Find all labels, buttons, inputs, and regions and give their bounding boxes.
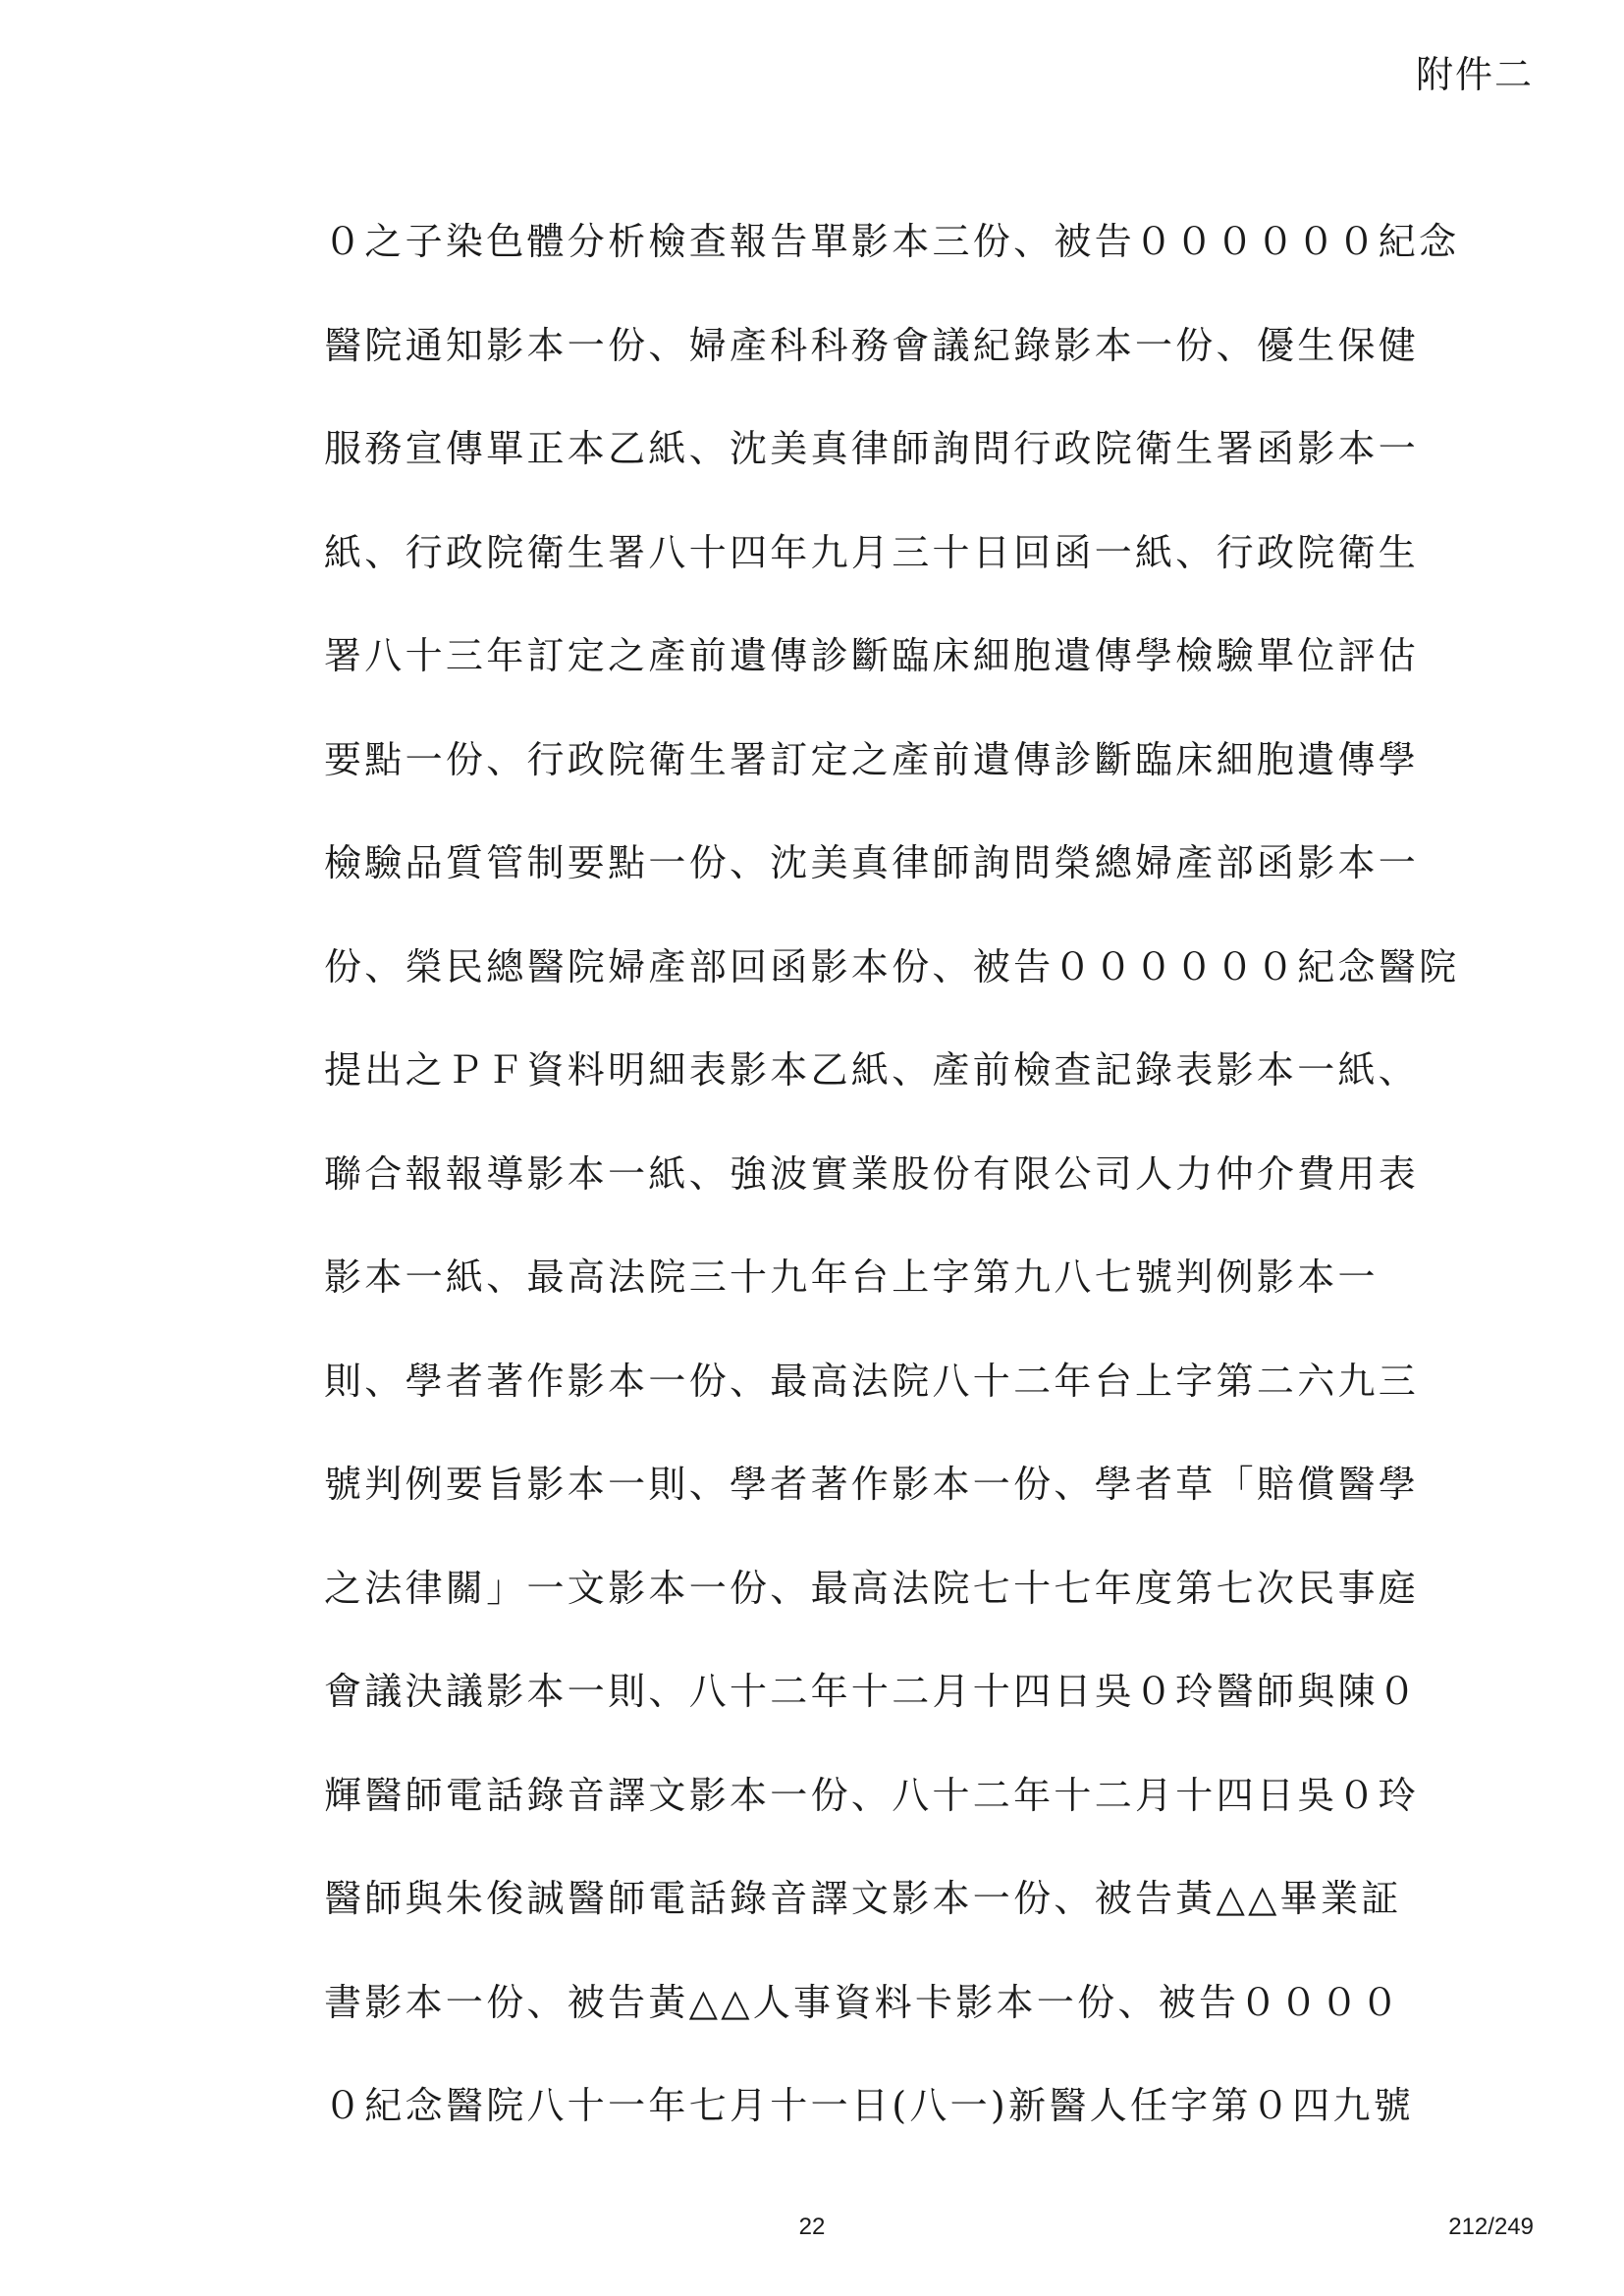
body-line: 會議決議影本一則、八十二年十二月十四日吳０玲醫師與陳０: [324, 1670, 1420, 1713]
body-line: 影本一紙、最高法院三十九年台上字第九八七號判例影本一: [324, 1255, 1379, 1299]
body-line: 要點一份、行政院衛生署訂定之產前遺傳診斷臨床細胞遺傳學: [324, 737, 1420, 781]
body-line: 醫師與朱俊誠醫師電話錄音譯文影本一份、被告黃△△畢業証: [324, 1877, 1402, 1920]
body-line: 份、榮民總醫院婦產部回函影本份、被告００００００紀念醫院: [324, 944, 1460, 988]
body-line: 輝醫師電話錄音譯文影本一份、八十二年十二月十四日吳０玲: [324, 1773, 1420, 1817]
body-line: 提出之ＰＦ資料明細表影本乙紙、產前檢查記錄表影本一紙、: [324, 1048, 1420, 1092]
body-line: 紙、行政院衛生署八十四年九月三十日回函一紙、行政院衛生: [324, 530, 1420, 574]
page-number: 22: [798, 2214, 826, 2240]
body-line: 署八十三年訂定之產前遺傳診斷臨床細胞遺傳學檢驗單位評估: [324, 634, 1420, 677]
body-line: 則、學者著作影本一份、最高法院八十二年台上字第二六九三: [324, 1359, 1420, 1403]
body-line: 號判例要旨影本一則、學者著作影本一份、學者草「賠償醫學: [324, 1463, 1420, 1506]
body-line: 醫院通知影本一份、婦產科科務會議紀錄影本一份、優生保健: [324, 323, 1420, 367]
body-line: 聯合報報導影本一紙、強波實業股份有限公司人力仲介費用表: [324, 1151, 1420, 1196]
body-line: 之法律關」一文影本一份、最高法院七十七年度第七次民事庭: [324, 1566, 1420, 1610]
body-line: ０之子染色體分析檢查報告單影本三份、被告００００００紀念: [324, 220, 1460, 263]
page-counter: 212/249: [1448, 2214, 1534, 2240]
body-line: 書影本一份、被告黃△△人事資料卡影本一份、被告００００: [324, 1980, 1402, 2024]
body-line: 檢驗品質管制要點一份、沈美真律師詢問榮總婦產部函影本一: [324, 841, 1420, 884]
attachment-label: 附件二: [1415, 53, 1534, 96]
document-body: [324, 218, 1460, 2186]
body-line: 服務宣傳單正本乙紙、沈美真律師詢問行政院衛生署函影本一: [324, 427, 1420, 470]
body-line: ０紀念醫院八十一年七月十一日(八一)新醫人任字第０四九號: [324, 2084, 1415, 2127]
